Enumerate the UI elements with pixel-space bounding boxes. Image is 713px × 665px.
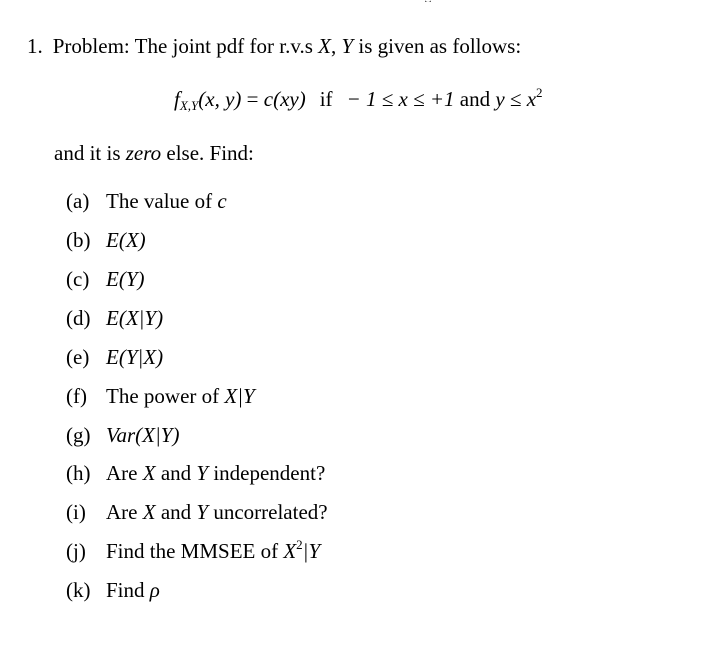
eq-range-y: y ≤ x	[495, 87, 537, 111]
item-text: Are	[106, 461, 143, 485]
item-math: Var(X|Y)	[106, 423, 180, 447]
item-label: (h)	[66, 461, 91, 485]
eq-f: f	[174, 87, 180, 111]
item-label: (f)	[66, 384, 87, 408]
eq-lhs-args: (x, y)	[198, 87, 242, 111]
eq-range-x: − 1 ≤ x ≤ +1	[346, 87, 455, 111]
intro-before: and it is	[54, 141, 126, 165]
eq-rhs: (xy)	[273, 87, 306, 111]
item-text: The value of	[106, 189, 218, 213]
item-label: (g)	[66, 423, 91, 447]
intro-text	[54, 143, 254, 164]
item-sup: 2	[296, 537, 303, 552]
item-math: E(X|Y)	[106, 306, 164, 330]
item-label: (c)	[66, 267, 90, 291]
pdf-equation	[174, 85, 543, 113]
cropped-glyph-fragment	[425, 0, 435, 2]
item-label: (b)	[66, 228, 91, 252]
eq-if: if	[319, 87, 333, 111]
eq-and: and	[454, 87, 496, 111]
list-item	[66, 463, 325, 484]
item-math: X|Y	[224, 384, 255, 408]
list-item	[66, 502, 328, 523]
list-item	[66, 308, 163, 329]
list-item	[66, 386, 255, 407]
item-label: (j)	[66, 539, 86, 563]
list-item	[66, 191, 227, 212]
item-text2: and	[155, 461, 197, 485]
item-math: X	[283, 539, 297, 563]
problem-text-before: Problem: The joint pdf for r.v.s	[52, 34, 319, 58]
problem-number: 1.	[27, 34, 43, 58]
item-math2: Y	[196, 461, 209, 485]
list-item	[66, 230, 146, 251]
eq-c: c	[263, 87, 274, 111]
item-math: ρ	[149, 578, 160, 602]
item-label: (i)	[66, 500, 86, 524]
intro-zero: zero	[125, 141, 162, 165]
list-item	[66, 269, 145, 290]
item-text3: independent?	[208, 461, 326, 485]
list-item	[66, 580, 160, 601]
problem-var-y: Y	[341, 34, 354, 58]
problem-statement	[27, 36, 521, 57]
problem-comma: ,	[330, 34, 342, 58]
item-text: Find the MMSEE of	[106, 539, 284, 563]
item-text3: uncorrelated?	[208, 500, 328, 524]
item-text: Are	[106, 500, 143, 524]
eq-power: 2	[536, 85, 543, 100]
list-item	[66, 425, 179, 446]
intro-after: else. Find:	[161, 141, 254, 165]
list-item	[66, 347, 163, 368]
list-item	[66, 537, 321, 563]
eq-equals: =	[241, 87, 264, 111]
item-math2: Y	[196, 500, 209, 524]
item-text2: and	[155, 500, 197, 524]
item-math: E(Y)	[106, 267, 145, 291]
item-math: c	[217, 189, 227, 213]
problem-var-x: X	[318, 34, 331, 58]
item-math2: |Y	[302, 539, 321, 563]
item-label: (k)	[66, 578, 91, 602]
item-math: E(X)	[106, 228, 146, 252]
item-text: Find	[106, 578, 150, 602]
item-math: X	[142, 500, 156, 524]
item-label: (d)	[66, 306, 91, 330]
item-label: (e)	[66, 345, 90, 369]
item-label: (a)	[66, 189, 90, 213]
item-math: E(Y|X)	[106, 345, 164, 369]
item-text: The power of	[106, 384, 225, 408]
problem-text-after: is given as follows:	[353, 34, 522, 58]
item-math: X	[142, 461, 156, 485]
eq-subscript: X,Y	[179, 98, 199, 113]
